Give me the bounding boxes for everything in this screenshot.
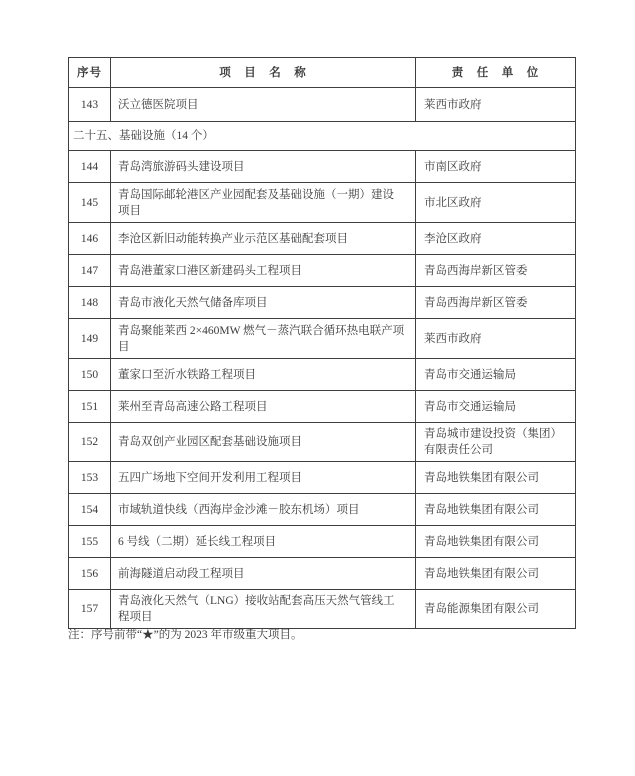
cell-serial-no: 153 [69,462,111,494]
cell-responsible-unit: 市南区政府 [416,151,576,183]
cell-serial-no: 152 [69,423,111,462]
projects-table [68,57,576,629]
cell-responsible-unit: 青岛西海岸新区管委 [416,287,576,319]
cell-responsible-unit: 李沧区政府 [416,223,576,255]
column-header-project-name: 项 目 名 称 [111,58,416,88]
table-row [69,319,576,359]
cell-responsible-unit: 青岛西海岸新区管委 [416,255,576,287]
cell-serial-no: 144 [69,151,111,183]
cell-serial-no: 154 [69,494,111,526]
cell-serial-no: 157 [69,590,111,629]
cell-responsible-unit: 市北区政府 [416,183,576,223]
cell-responsible-unit: 莱西市政府 [416,319,576,359]
cell-serial-no: 149 [69,319,111,359]
cell-project-name: 青岛液化天然气（LNG）接收站配套高压天然气管线工程项目 [111,590,416,629]
cell-serial-no: 143 [69,88,111,122]
cell-project-name: 青岛聚能莱西 2×460MW 燃气－蒸汽联合循环热电联产项目 [111,319,416,359]
cell-serial-no: 148 [69,287,111,319]
cell-project-name: 青岛国际邮轮港区产业园配套及基础设施（一期）建设项目 [111,183,416,223]
cell-responsible-unit: 青岛地铁集团有限公司 [416,526,576,558]
cell-project-name: 市域轨道快线（西海岸金沙滩－胶东机场）项目 [111,494,416,526]
cell-responsible-unit: 青岛地铁集团有限公司 [416,558,576,590]
table-row [69,391,576,423]
cell-responsible-unit: 青岛地铁集团有限公司 [416,462,576,494]
cell-project-name: 青岛港董家口港区新建码头工程项目 [111,255,416,287]
cell-project-name: 董家口至沂水铁路工程项目 [111,359,416,391]
table-row [69,183,576,223]
cell-serial-no: 147 [69,255,111,287]
cell-project-name: 李沧区新旧动能转换产业示范区基础配套项目 [111,223,416,255]
cell-serial-no: 151 [69,391,111,423]
cell-project-name: 五四广场地下空间开发利用工程项目 [111,462,416,494]
header-row [69,58,576,88]
table-row [69,255,576,287]
table-row [69,151,576,183]
cell-responsible-unit: 青岛市交通运输局 [416,359,576,391]
table-row [69,223,576,255]
section-label: 二十五、基础设施（14 个） [69,122,576,151]
section-row [69,122,576,151]
column-header-responsible-unit: 责 任 单 位 [416,58,576,88]
table-row [69,88,576,122]
cell-serial-no: 156 [69,558,111,590]
table-row [69,558,576,590]
table-row [69,359,576,391]
projects-table-container [68,57,575,629]
cell-serial-no: 155 [69,526,111,558]
cell-responsible-unit: 青岛城市建设投资（集团）有限责任公司 [416,423,576,462]
table-body [69,88,576,629]
cell-serial-no: 145 [69,183,111,223]
footnote: 注：序号前带“★”的为 2023 年市级重大项目。 [68,629,303,641]
cell-responsible-unit: 莱西市政府 [416,88,576,122]
cell-project-name: 青岛湾旅游码头建设项目 [111,151,416,183]
column-header-serial-no: 序号 [69,58,111,88]
table-row [69,494,576,526]
table-header [69,58,576,88]
cell-project-name: 6 号线（二期）延长线工程项目 [111,526,416,558]
cell-project-name: 前海隧道启动段工程项目 [111,558,416,590]
cell-project-name: 沃立德医院项目 [111,88,416,122]
table-row [69,526,576,558]
cell-responsible-unit: 青岛能源集团有限公司 [416,590,576,629]
cell-responsible-unit: 青岛地铁集团有限公司 [416,494,576,526]
cell-serial-no: 146 [69,223,111,255]
cell-responsible-unit: 青岛市交通运输局 [416,391,576,423]
cell-serial-no: 150 [69,359,111,391]
table-row [69,462,576,494]
cell-project-name: 青岛市液化天然气储备库项目 [111,287,416,319]
table-row [69,287,576,319]
table-row [69,590,576,629]
cell-project-name: 青岛双创产业园区配套基础设施项目 [111,423,416,462]
cell-project-name: 莱州至青岛高速公路工程项目 [111,391,416,423]
table-row [69,423,576,462]
